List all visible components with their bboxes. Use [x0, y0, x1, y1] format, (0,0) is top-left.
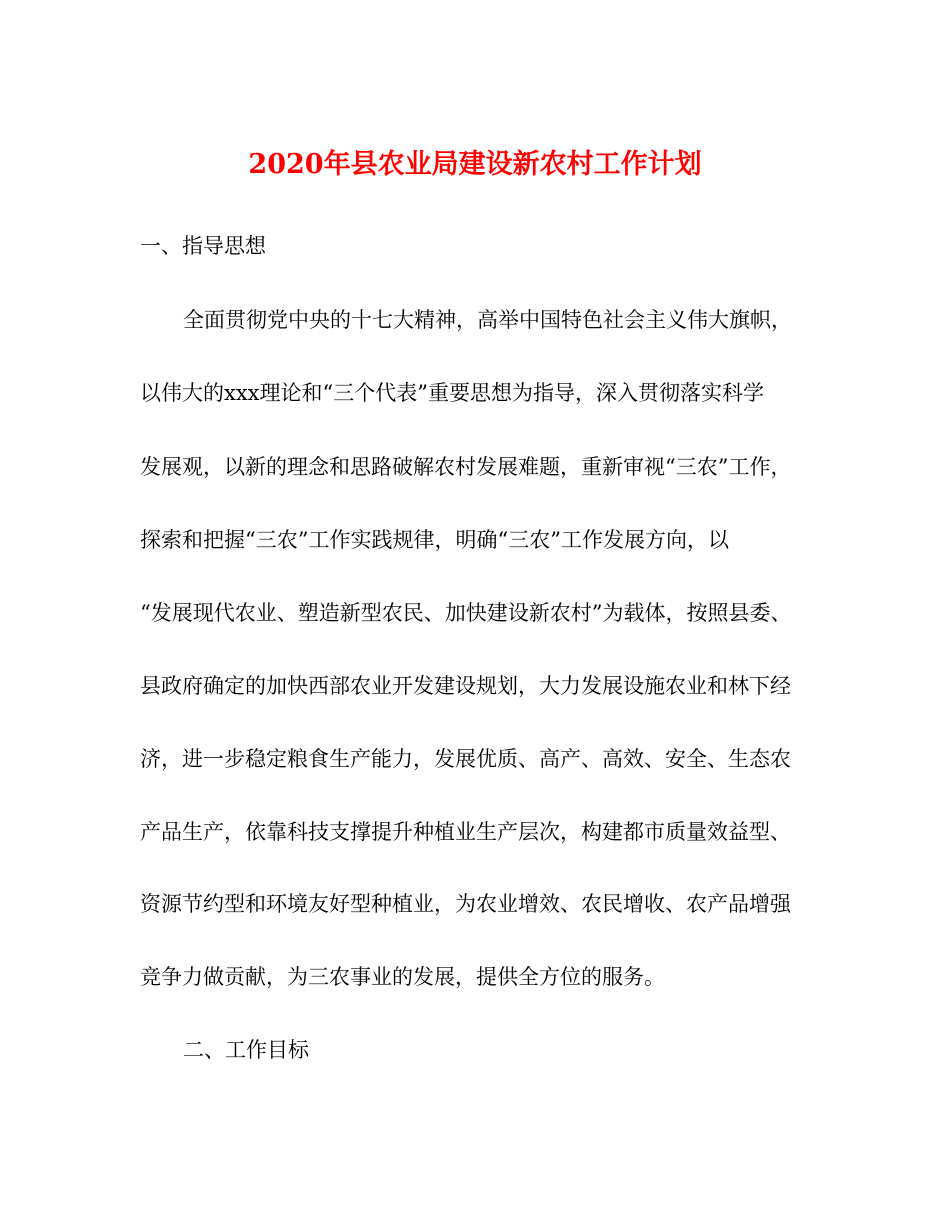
paragraph-line: 探索和把握“三农”工作实践规律，明确“三农”工作发展方向，以 — [140, 528, 729, 552]
section-heading-guiding-ideology: 一、指导思想 — [140, 234, 266, 258]
paragraph-line: 全面贯彻党中央的十七大精神，高举中国特色社会主义伟大旗帜， — [183, 308, 792, 332]
paragraph-line: 资源节约型和环境友好型种植业，为农业增效、农民增收、农产品增强 — [140, 892, 791, 916]
paragraph-line: 产品生产，依靠科技支撑提升种植业生产层次，构建都市质量效益型、 — [140, 820, 791, 844]
document-title: 2020年县农业局建设新农村工作计划 — [248, 149, 702, 180]
paragraph-line: “发展现代农业、塑造新型农民、加快建设新农村”为载体，按照县委、 — [140, 601, 792, 625]
paragraph-line: 发展观，以新的理念和思路破解农村发展难题，重新审视“三农”工作， — [140, 455, 792, 479]
section-heading-work-goals: 二、工作目标 — [183, 1038, 309, 1062]
paragraph-line: 以伟大的xxx理论和“三个代表”重要思想为指导，深入贯彻落实科学 — [140, 381, 764, 405]
paragraph-line: 济，进一步稳定粮食生产能力，发展优质、高产、高效、安全、生态农 — [140, 747, 791, 771]
paragraph-line: 竞争力做贡献，为三农事业的发展，提供全方位的服务。 — [140, 965, 665, 989]
paragraph-line: 县政府确定的加快西部农业开发建设规划，大力发展设施农业和林下经 — [140, 674, 791, 698]
